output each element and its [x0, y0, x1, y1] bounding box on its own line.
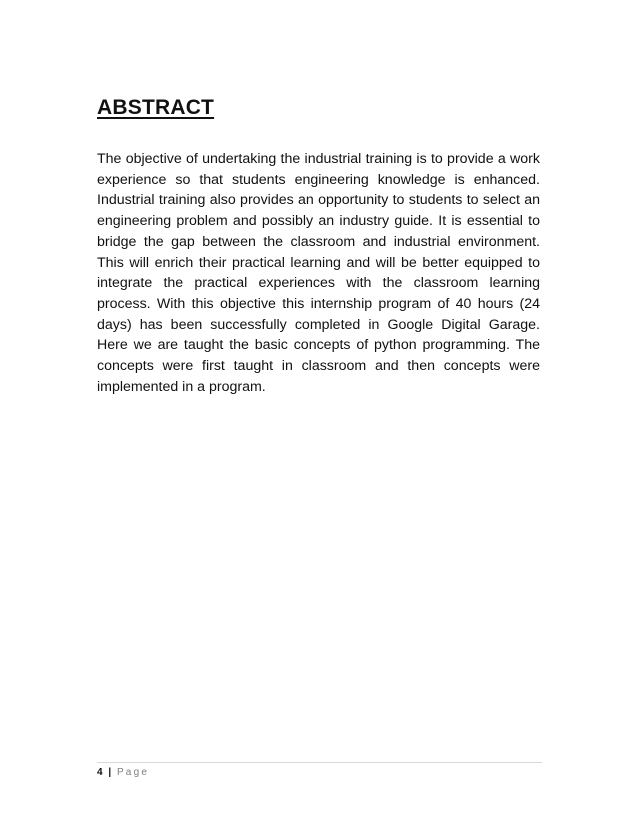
abstract-paragraph: The objective of undertaking the industrial training is to provide a work experience so that students engineering knowledge is enhanced. Industrial training also provides an opportunity to students to select an engineering problem and possibly an industry guide. It is essential to bridge the gap between the classroom and industrial environment. This will enrich their practical learning and will be better equipped to integrate the practical experiences with the classroom learning process. With this objective this internship program of 40 hours (24 days) has been successfully completed in Google Digital Garage. Here we are taught the basic concepts of python programming. The concepts were first taught in classroom and then concepts were implemented in a program.	[97, 151, 540, 395]
page-footer	[97, 766, 149, 780]
footer-separator: |	[108, 767, 112, 778]
page-title: ABSTRACT	[97, 96, 215, 119]
footer-divider	[97, 762, 542, 763]
page-number: 4	[97, 767, 103, 778]
page-label: Page	[116, 767, 150, 778]
